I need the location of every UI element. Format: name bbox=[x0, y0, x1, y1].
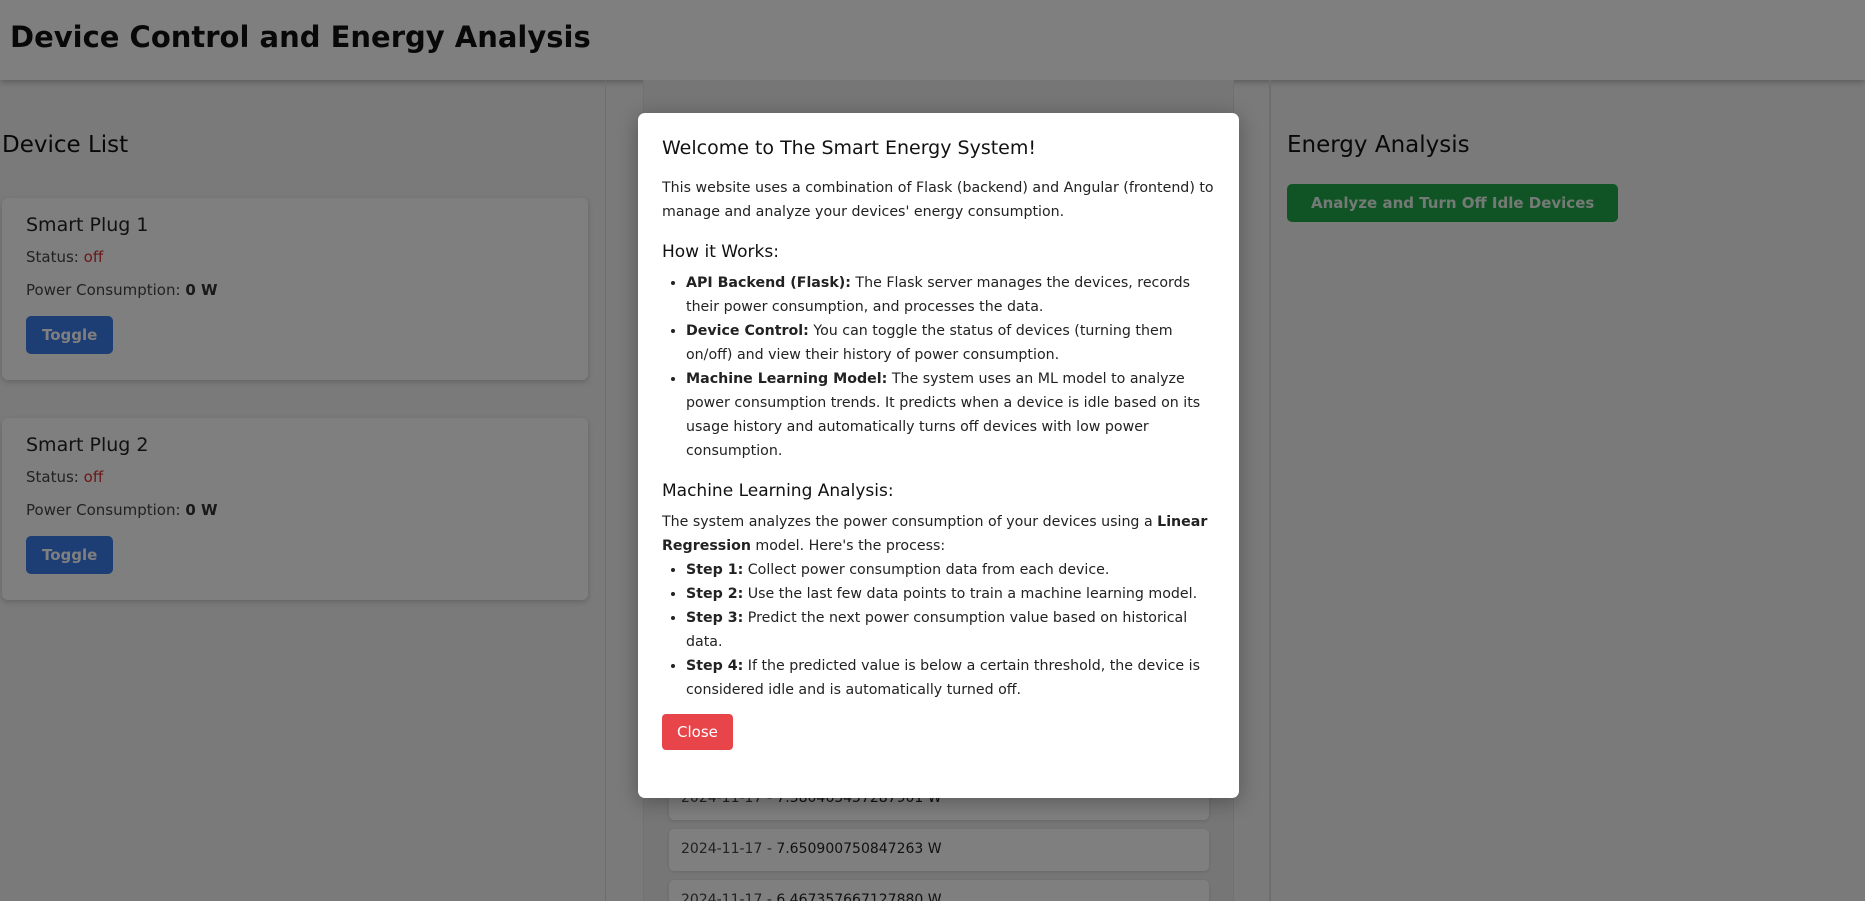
list-item: • Step 3: Predict the next power consumption value based on historical data. bbox=[686, 606, 1215, 654]
welcome-modal bbox=[638, 113, 1239, 798]
how-it-works-list bbox=[662, 271, 1215, 463]
close-button[interactable]: Close bbox=[662, 714, 733, 750]
list-item: • Step 2: Use the last few data points to train a machine learning model. bbox=[686, 582, 1215, 606]
list-item: • API Backend (Flask): The Flask server manages the devices, records their power consumption, and processes the data. bbox=[686, 271, 1215, 319]
modal-title: Welcome to The Smart Energy System! bbox=[662, 137, 1036, 159]
modal-intro: This website uses a combination of Flask (backend) and Angular (frontend) to manage and analyze your devices' energy consumption. bbox=[662, 180, 1214, 220]
list-item: • Step 1: Collect power consumption data from each device. bbox=[686, 558, 1215, 582]
list-item: • Step 4: If the predicted value is below a certain threshold, the device is considered idle and is automatically turned off. bbox=[686, 654, 1215, 702]
ml-analysis-heading: Machine Learning Analysis: bbox=[662, 481, 894, 501]
list-item: • Machine Learning Model: The system uses an ML model to analyze power consumption trends. It predicts when a device is idle based on its usage history and automatically turns off devices with low power consumption. bbox=[686, 367, 1215, 463]
ml-intro: The system analyzes the power consumption of your devices using a Linear Regression model. Here's the process: bbox=[662, 514, 1208, 554]
how-it-works-heading: How it Works: bbox=[662, 242, 779, 262]
ml-steps-list bbox=[662, 558, 1215, 702]
list-item: • Device Control: You can toggle the status of devices (turning them on/off) and view their history of power consumption. bbox=[686, 319, 1215, 367]
